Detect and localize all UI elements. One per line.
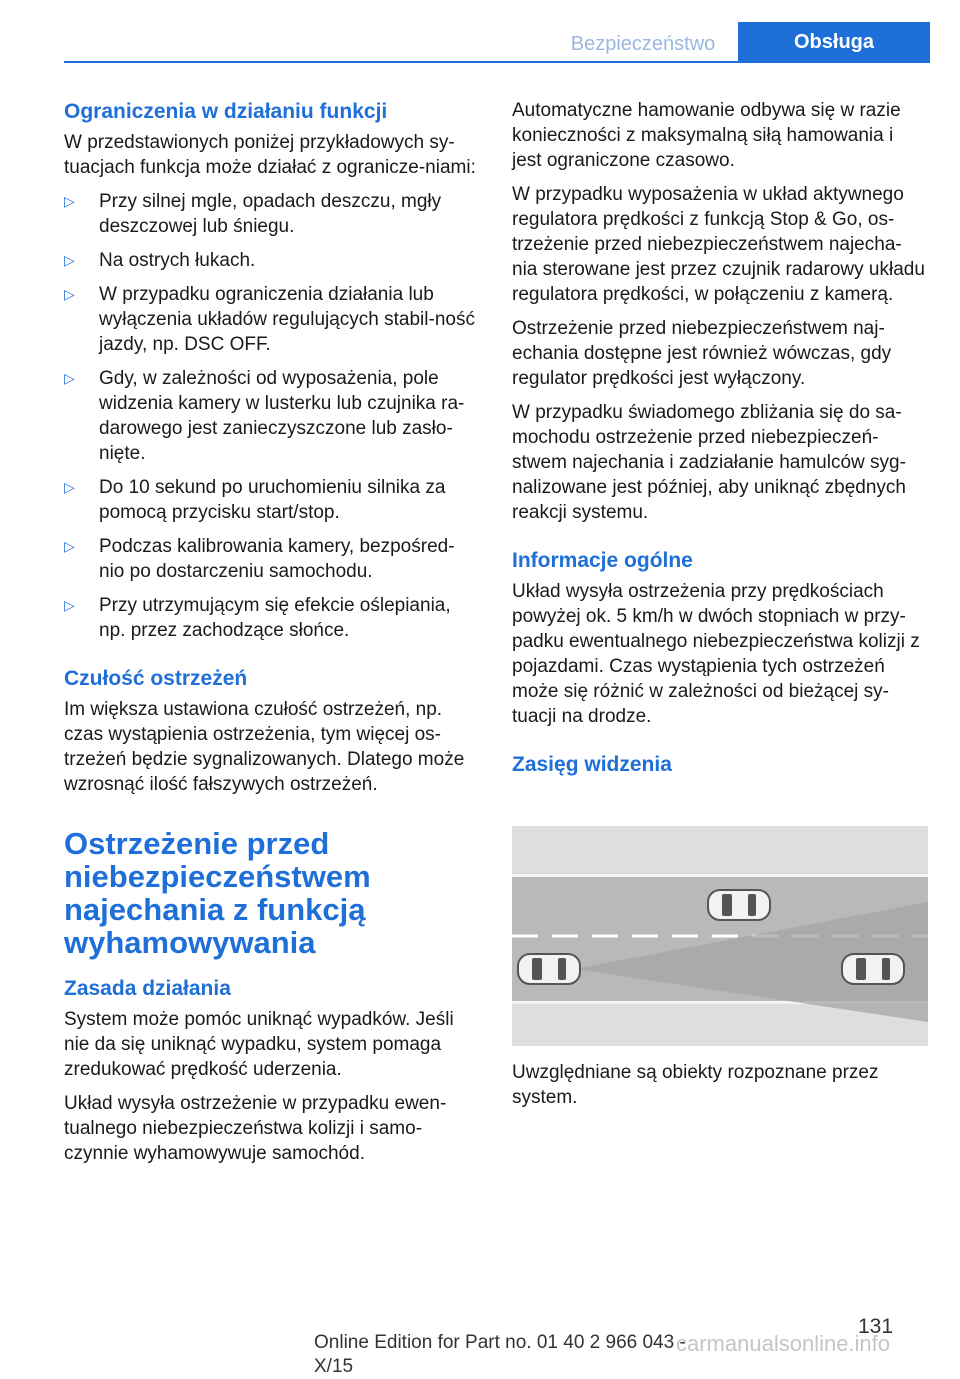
page-number: 131 (858, 1315, 894, 1338)
edition-footer: Online Edition for Part no. 01 40 2 966 043 - X/15 (314, 1332, 686, 1377)
range-of-view-illustration (512, 826, 928, 1046)
triangle-bullet-icon: ▷ (64, 538, 75, 554)
paragraph-ograniczenia: W przedstawionych poniżej przykładowych sy-tuacjach funkcja może działać z ogranicze-niami: (64, 132, 476, 178)
list-item: ▷ Na ostrych łukach. (64, 250, 256, 271)
page-header (0, 0, 960, 62)
paragraph-swiadome-zblizanie: W przypadku świadomego zbliżania się do sa-mochodu ostrzeżenie przed niebezpieczeń-stwem najechania i zadziałanie hamulców syg-nalizowane jest później, aby uniknąć zbędnych reakcji systemu. (512, 402, 906, 523)
triangle-bullet-icon: ▷ (64, 597, 75, 613)
paragraph-czulosc: Im większa ustawiona czułość ostrzeżeń, np. czas wystąpienia ostrzeżenia, tym więcej os-trzeżeń będzie sygnalizowanych. Dlatego może wzrosnąć ilość fałszywych ostrzeżeń. (64, 699, 465, 795)
triangle-bullet-icon: ▷ (64, 252, 75, 268)
watermark: carmanualsonline.info (676, 1331, 891, 1356)
right-column (512, 98, 926, 783)
left-column (64, 98, 478, 1175)
heading-main-section: Ostrzeżenie przed niebezpieczeństwem najechania z funkcją wyhamowywania (64, 826, 371, 960)
figure-caption (512, 1060, 926, 1119)
paragraph-zasada-2: Układ wysyła ostrzeżenie w przypadku ewen-tualnego niebezpieczeństwa kolizji i samo-czynnie wyhamowywuje samochód. (64, 1093, 447, 1164)
heading-zasieg: Zasięg widzenia (512, 753, 672, 776)
triangle-bullet-icon: ▷ (64, 286, 75, 302)
list-item: ▷ Do 10 sekund po uruchomieniu silnika za pomocą przycisku start/stop. (64, 477, 446, 523)
list-item: ▷ Przy utrzymującym się efekcie oślepiania, np. przez zachodzące słońce. (64, 595, 451, 641)
car-icon (518, 954, 580, 984)
road-edge-top (512, 874, 928, 877)
paragraph-informacje: Układ wysyła ostrzeżenia przy prędkościach powyżej ok. 5 km/h w dwóch stopniach w przy-padku ewentualnego niebezpieczeństwa kolizji z pojazdami. Czas wystąpienia tych ostrzeżeń może się różnić w zależności od bieżącej sy-tuacji na drodze. (512, 581, 920, 727)
list-item: ▷ Przy silnej mgle, opadach deszczu, mgły deszczowej lub śniegu. (64, 191, 442, 237)
triangle-bullet-icon: ▷ (64, 370, 75, 386)
paragraph-hamowanie: Automatyczne hamowanie odbywa się w razie konieczności z maksymalną siłą hamowania i jest ograniczone czasowo. (512, 100, 901, 171)
paragraph-regulator-off: Ostrzeżenie przed niebezpieczeństwem naj-echania dostępne jest również wówczas, gdy regulator prędkości jest wyłączony. (512, 318, 892, 389)
paragraph-stop-go: W przypadku wyposażenia w układ aktywnego regulatora prędkości z funkcją Stop & Go, os-trzeżenie przed niebezpieczeństwem najecha-nia sterowane jest przez czujnik radarowy układu regulatora prędkości, w połączeniu z kamerą. (512, 184, 925, 305)
caption-text: Uwzględniane są obiekty rozpoznane przez system. (512, 1062, 879, 1108)
list-item: ▷ Podczas kalibrowania kamery, bezpośred-nio po dostarczeniu samochodu. (64, 536, 455, 582)
car-icon (708, 890, 770, 920)
heading-ograniczenia: Ograniczenia w działaniu funkcji (64, 100, 388, 123)
tab-obsluga[interactable]: Obsługa (738, 22, 930, 62)
paragraph-zasada-1: System może pomóc uniknąć wypadków. Jeśli nie da się uniknąć wypadku, system pomaga zredukować prędkość uderzenia. (64, 1009, 454, 1080)
list-item: ▷ Gdy, w zależności od wyposażenia, pole widzenia kamery w lusterku lub czujnika ra-darowego jest zanieczyszczone lub zasło-nięte. (64, 368, 465, 464)
header-rule (64, 61, 930, 63)
heading-czulosc: Czułość ostrzeżeń (64, 667, 248, 690)
heading-informacje: Informacje ogólne (512, 549, 693, 572)
road-diagram (512, 826, 928, 1046)
heading-zasada: Zasada działania (64, 977, 231, 1000)
car-icon (842, 954, 904, 984)
triangle-bullet-icon: ▷ (64, 193, 75, 209)
limitations-list (64, 189, 478, 643)
tab-bezpieczenstwo[interactable]: Bezpieczeństwo (570, 33, 716, 55)
triangle-bullet-icon: ▷ (64, 479, 75, 495)
list-item: ▷ W przypadku ograniczenia działania lub wyłączenia układów regulujących stabil-ność jazdy, np. DSC OFF. (64, 284, 475, 355)
